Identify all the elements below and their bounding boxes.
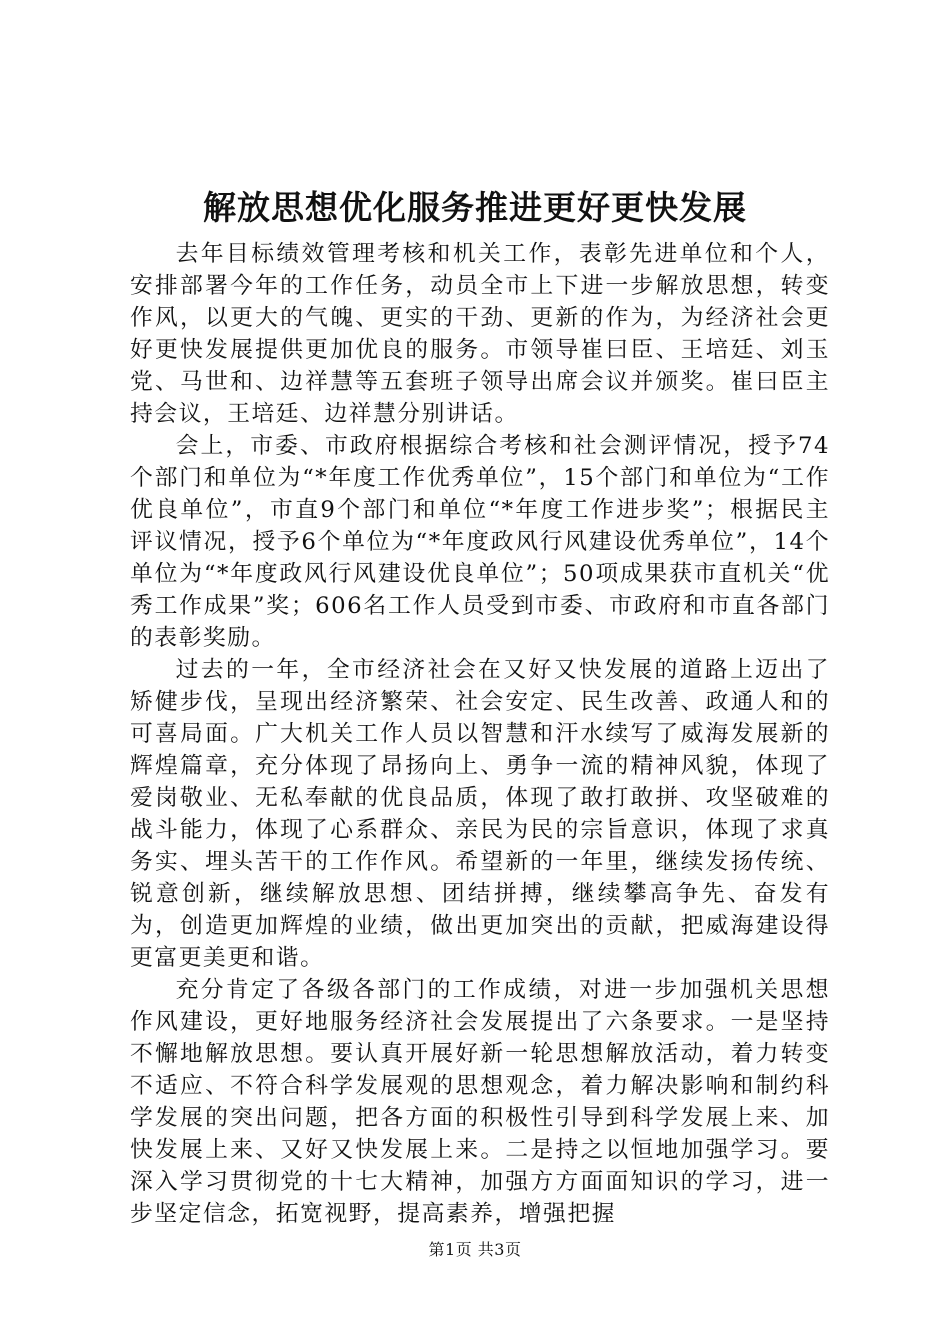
page-total: 共3页: [477, 1240, 522, 1259]
page-number: 第1页: [428, 1240, 473, 1259]
page-footer: [0, 1239, 950, 1261]
paragraph-3: 过去的一年，全市经济社会在又好又快发展的道路上迈出了矫健步伐，呈现出经济繁荣、社会安定、民生改善、政通人和的可喜局面。广大机关工作人员以智慧和汗水续写了威海发展新的辉煌篇章，充分体现了昂扬向上、勇争一流的精神风貌，体现了爱岗敬业、无私奉献的优良品质，体现了敢打敢拼、攻坚破难的战斗能力，体现了心系群众、亲民为民的宗旨意识，体现了求真务实、埋头苦干的工作作风。希望新的一年里，继续发扬传统、锐意创新，继续解放思想、团结拼搏，继续攀高争先、奋发有为，创造更加辉煌的业绩，做出更加突出的贡献，把威海建设得更富更美更和谐。: [130, 657, 830, 971]
paragraph-1: 去年目标绩效管理考核和机关工作，表彰先进单位和个人，安排部署今年的工作任务，动员全市上下进一步解放思想，转变作风，以更大的气魄、更实的干劲、更新的作为，为经济社会更好更快发展提供更加优良的服务。市领导崔曰臣、王培廷、刘玉党、马世和、边祥慧等五套班子领导出席会议并颁奖。崔曰臣主持会议，王培廷、边祥慧分别讲话。: [130, 241, 830, 427]
paragraph-2: 会上，市委、市政府根据综合考核和社会测评情况，授予74个部门和单位为“*年度工作优秀单位”，15个部门和单位为“工作优良单位”，市直9个部门和单位“*年度工作进步奖”；根据民主评议情况，授予6个单位为“*年度政风行风建设优秀单位”，14个单位为“*年度政风行风建设优良单位”；50项成果获市直机关“优秀工作成果”奖；606名工作人员受到市委、市政府和市直各部门的表彰奖励。: [130, 433, 830, 651]
document-title: 解放思想优化服务推进更好更快发展: [203, 188, 747, 227]
document-body: [130, 238, 830, 1230]
paragraph-4: 充分肯定了各级各部门的工作成绩，对进一步加强机关思想作风建设，更好地服务经济社会发展提出了六条要求。一是坚持不懈地解放思想。要认真开展好新一轮思想解放活动，着力转变不适应、不符合科学发展观的思想观念，着力解决影响和制约科学发展的突出问题，把各方面的积极性引导到科学发展上来、加快发展上来、又好又快发展上来。二是持之以恒地加强学习。要深入学习贯彻党的十七大精神，加强方方面面知识的学习，进一步坚定信念，拓宽视野，提高素养，增强把握: [130, 977, 830, 1227]
